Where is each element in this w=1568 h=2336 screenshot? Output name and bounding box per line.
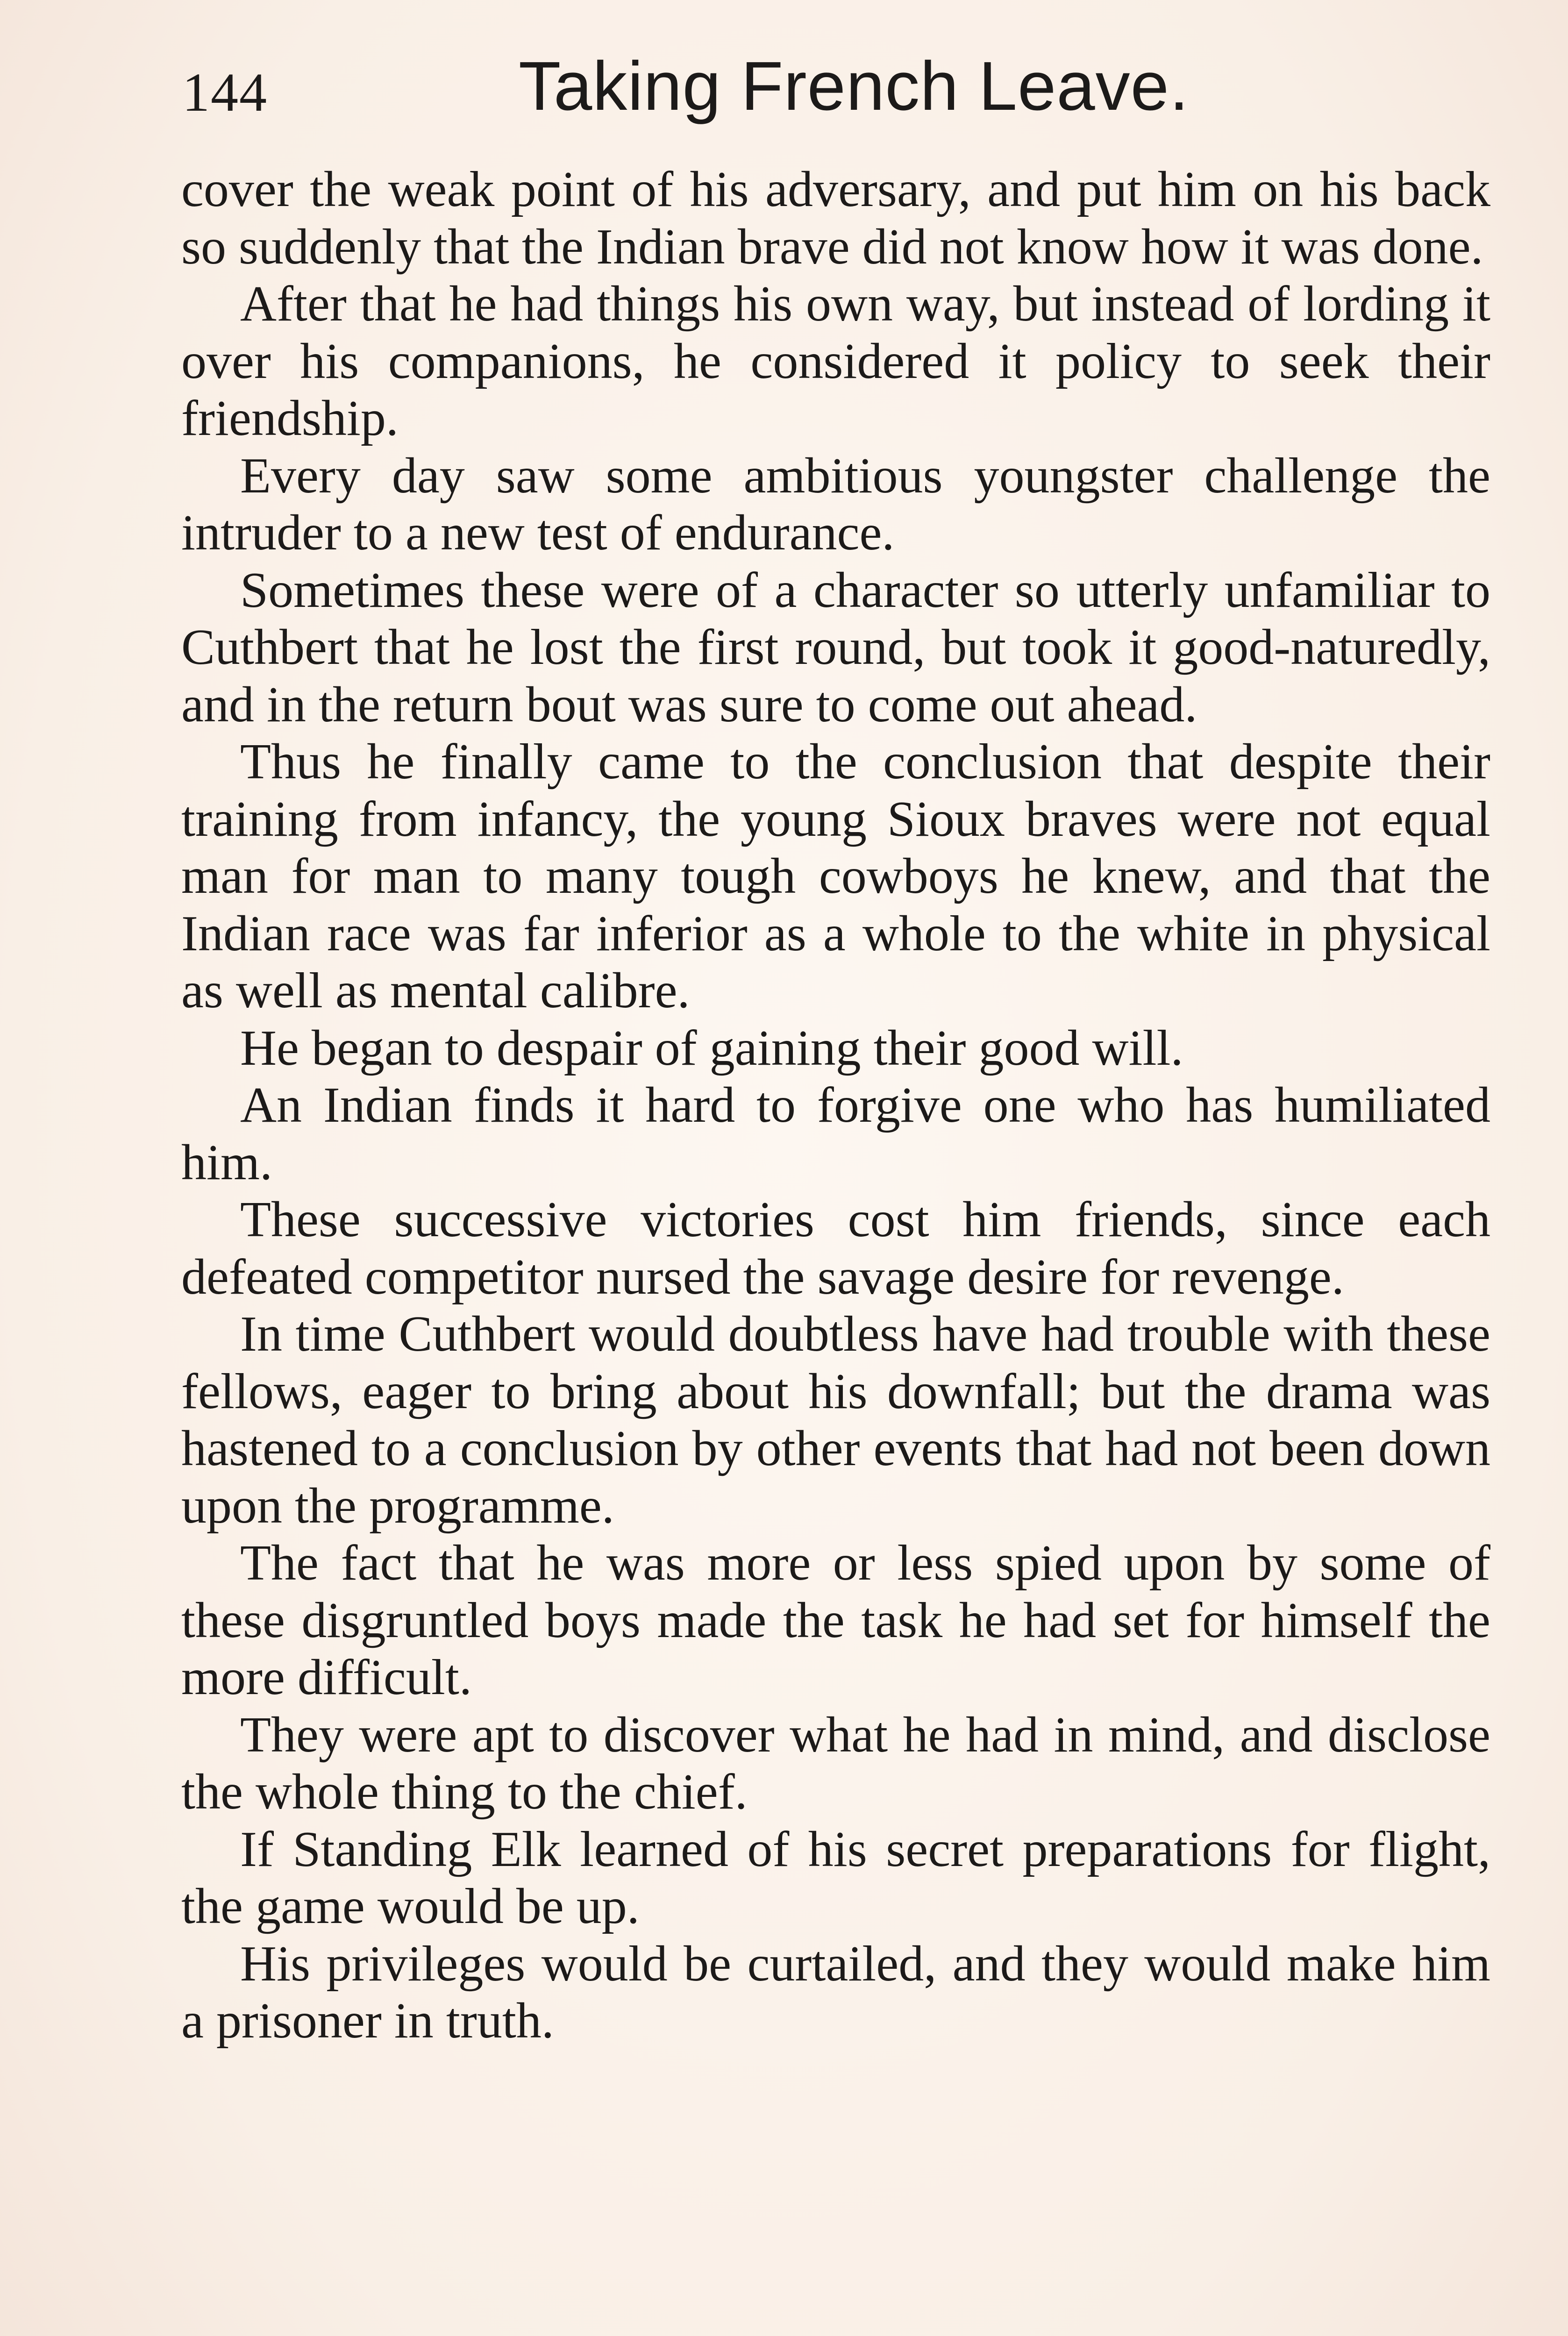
paragraph: If Standing Elk learned of his secret preparations for flight, the game would be up.: [181, 1821, 1490, 1934]
page-header: [182, 47, 1490, 135]
paragraph: These successive victories cost him friends, since each defeated competitor nursed the savage desire for revenge.: [181, 1192, 1490, 1305]
paragraph: His privileges would be curtailed, and they would make him a prisoner in truth.: [181, 1936, 1490, 2049]
paragraph: They were apt to discover what he had in mind, and disclose the whole thing to the chief.: [181, 1707, 1490, 1820]
paragraph: Every day saw some ambitious youngster challenge the intruder to a new test of endurance.: [181, 448, 1490, 561]
paragraph: The fact that he was more or less spied upon by some of these disgruntled boys made the task he had set for himself the more difficult.: [181, 1535, 1490, 1705]
paragraph: After that he had things his own way, but instead of lording it over his companions, he considered it policy to seek their friendship.: [181, 276, 1490, 446]
paragraph: cover the weak point of his adversary, and put him on his back so suddenly that the Indian brave did not know how it was done.: [181, 162, 1490, 275]
paragraph: Sometimes these were of a character so utterly unfamiliar to Cuthbert that he lost the first round, but took it good-naturedly, and in the return bout was sure to come out ahead.: [181, 562, 1490, 733]
body-text: [181, 161, 1490, 2050]
paragraph: He began to despair of gaining their good will.: [240, 1020, 1183, 1076]
running-head: Taking French Leave.: [519, 48, 1190, 125]
paragraph: An Indian finds it hard to forgive one who has humiliated him.: [181, 1077, 1490, 1190]
page-number: 144: [182, 62, 268, 123]
paragraph: Thus he finally came to the conclusion that despite their training from infancy, the young Sioux braves were not equal man for man to many tough cowboys he knew, and that the Indian race was far inferior as a whole to the white in physical as well as mental calibre.: [181, 734, 1490, 1018]
paragraph: In time Cuthbert would doubtless have had trouble with these fellows, eager to bring about his downfall; but the drama was hastened to a conclusion by other events that had not been down upon the programme.: [181, 1306, 1490, 1534]
